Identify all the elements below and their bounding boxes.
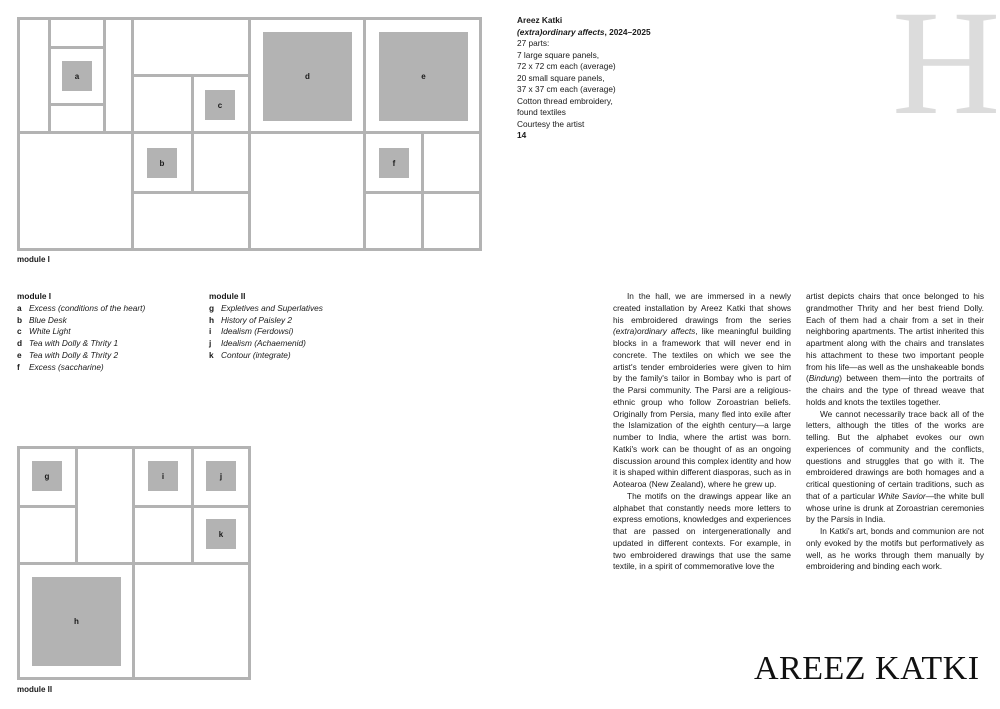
- legend-item: k Contour (integrate): [209, 349, 291, 360]
- module-1-cell: [421, 131, 482, 194]
- module-1-cell: [48, 103, 106, 134]
- legend-item: b Blue Desk: [17, 314, 67, 325]
- module-1-cell: [191, 131, 251, 194]
- paragraph: We cannot necessarily trace back all of the letters, although the titles of the works are telling. But the alphabet evokes our own experiences of community and the conflicts, questions and struggles that go with it. The embroidered drawings are both homages and a critical questioning of certain traditions, such as that of a particular White Savior—the white bull whose urine is drunk at Zoroastrian ceremonies by the Parsis in India.: [806, 408, 985, 525]
- panel-c-label: c: [217, 100, 223, 110]
- module-1-cell: [248, 131, 366, 251]
- artwork-detail: Cotton thread embroidery,: [517, 95, 613, 106]
- legend-module-2: [209, 291, 323, 362]
- artwork-detail: 37 x 37 cm each (average): [517, 84, 616, 94]
- module-1-cell: [17, 17, 51, 134]
- text-column-2: [806, 291, 984, 573]
- panel-h-label: h: [74, 617, 79, 626]
- legend-module-2-heading: module II: [209, 291, 246, 301]
- panel-f-label: f: [392, 158, 396, 168]
- module-1-cell: [103, 17, 134, 134]
- panel-j-label: j: [219, 471, 223, 481]
- paragraph: artist depicts chairs that once belonged to his grandmother Thrity and her best friend Dolly. Each of them had a chair from a set in their neighboring apartments. The artist inherited this apartment along with the chairs and translates his attachment to these two important people from his life—as well as the unshakeable bonds (Bindung) between them—into the portraits of the chairs and the type of thread weave that holds and knots the textiles together.: [806, 291, 984, 407]
- paragraph: In the hall, we are immersed in a newly created installation by Areez Katki that shows his embroidered drawings from the series (extra)ordinary affects, like meaningful building blocks in a framework that will never end in concrete. The textiles on which we see the artist's tender embroideries were given to him by the family's tailor in Bombay who is part of the Parsi community. The Parsi are a religious-ethnic group who follow Zoroastrian beliefs. Originally from Persia, many fled into exile after the Islamization of the eighth century—a large number to India, where the artist was born. Katki's work can be thought of as an ongoing discussion around this complex identity and how it is shaped within different diasporas, such as in Aotearoa (New Zealand), where he grew up.: [613, 291, 791, 489]
- module-2-cell: [17, 505, 78, 565]
- legend-item: h History of Paisley 2: [209, 314, 293, 325]
- panel-j: [206, 461, 236, 491]
- legend-item: a Excess (conditions of the heart): [17, 302, 146, 313]
- paragraph: The motifs on the drawings appear like an alphabet that constantly needs more letters to express emotions, knowledges and experiences that are passed on intergenerationally and updated in different contexts. For example, in two embroidered drawings that use the same textile, in a spirit of commemorative love the: [613, 490, 791, 572]
- panel-k: [206, 519, 236, 549]
- artwork-detail: 27 parts:: [517, 38, 550, 48]
- module-1-cell: [131, 74, 194, 134]
- module-2-cell: [132, 505, 194, 565]
- section-letter: H: [892, 0, 1000, 146]
- artwork-title-line: [517, 27, 717, 39]
- artist-name-title: AREEZ KATKI: [754, 650, 980, 687]
- artist-name: Areez Katki: [517, 15, 563, 25]
- legend-item: i Idealism (Ferdowsi): [209, 326, 294, 337]
- artwork-info: [517, 15, 717, 142]
- legend-item: g Expletives and Superlatives: [209, 302, 323, 313]
- legend-item: j Idealism (Achaemenid): [209, 338, 306, 349]
- panel-h: [32, 577, 121, 666]
- text-column-1: [613, 291, 791, 573]
- module-1-cell: [131, 191, 251, 251]
- module-1-cell: [17, 131, 134, 251]
- artwork-years: , 2024–2025: [604, 26, 651, 37]
- panel-g: [32, 461, 62, 491]
- panel-b-label: b: [159, 158, 165, 168]
- panel-k-label: k: [218, 529, 224, 539]
- legend-module-1-heading: module I: [17, 291, 52, 301]
- module-1-cell: [421, 191, 482, 251]
- module-2-cell: [75, 446, 135, 565]
- module-1-cell: [363, 191, 424, 251]
- panel-f: [379, 148, 409, 178]
- panel-e: [379, 32, 468, 121]
- legend-item: c White Light: [17, 326, 71, 337]
- legend-item: e Tea with Dolly & Thrity 2: [17, 349, 119, 360]
- panel-e-label: e: [421, 72, 426, 81]
- artwork-detail: 7 large square panels,: [517, 49, 600, 60]
- legend-item: f Excess (saccharine): [17, 361, 104, 372]
- panel-d-label: d: [305, 72, 310, 81]
- artwork-detail: 72 x 72 cm each (average): [517, 61, 616, 71]
- panel-i-label: i: [161, 471, 165, 481]
- artwork-number: 14: [517, 130, 527, 140]
- module-2-caption: module II: [17, 685, 53, 694]
- panel-a: [62, 61, 92, 91]
- panel-a-label: a: [74, 71, 80, 81]
- artwork-detail: found textiles: [517, 107, 566, 117]
- module-1-cell: [48, 17, 106, 49]
- artwork-title: (extra)ordinary affects: [517, 26, 605, 37]
- module-1-caption: module I: [17, 255, 50, 264]
- panel-i: [148, 461, 178, 491]
- legend-item: d Tea with Dolly & Thrity 1: [17, 338, 119, 349]
- module-1-cell: [131, 17, 251, 77]
- artwork-detail: Courtesy the artist: [517, 118, 585, 129]
- panel-d: [263, 32, 352, 121]
- artwork-detail: 20 small square panels,: [517, 72, 605, 83]
- panel-b: [147, 148, 177, 178]
- panel-g-label: g: [44, 471, 50, 481]
- panel-c: [205, 90, 235, 120]
- legend-module-1: [17, 291, 145, 374]
- module-2-cell: [132, 562, 251, 680]
- paragraph: In Katki's art, bonds and communion are not only evoked by the motifs but performatively as well, as he works through them manually by embroidering and binding each work.: [806, 526, 984, 572]
